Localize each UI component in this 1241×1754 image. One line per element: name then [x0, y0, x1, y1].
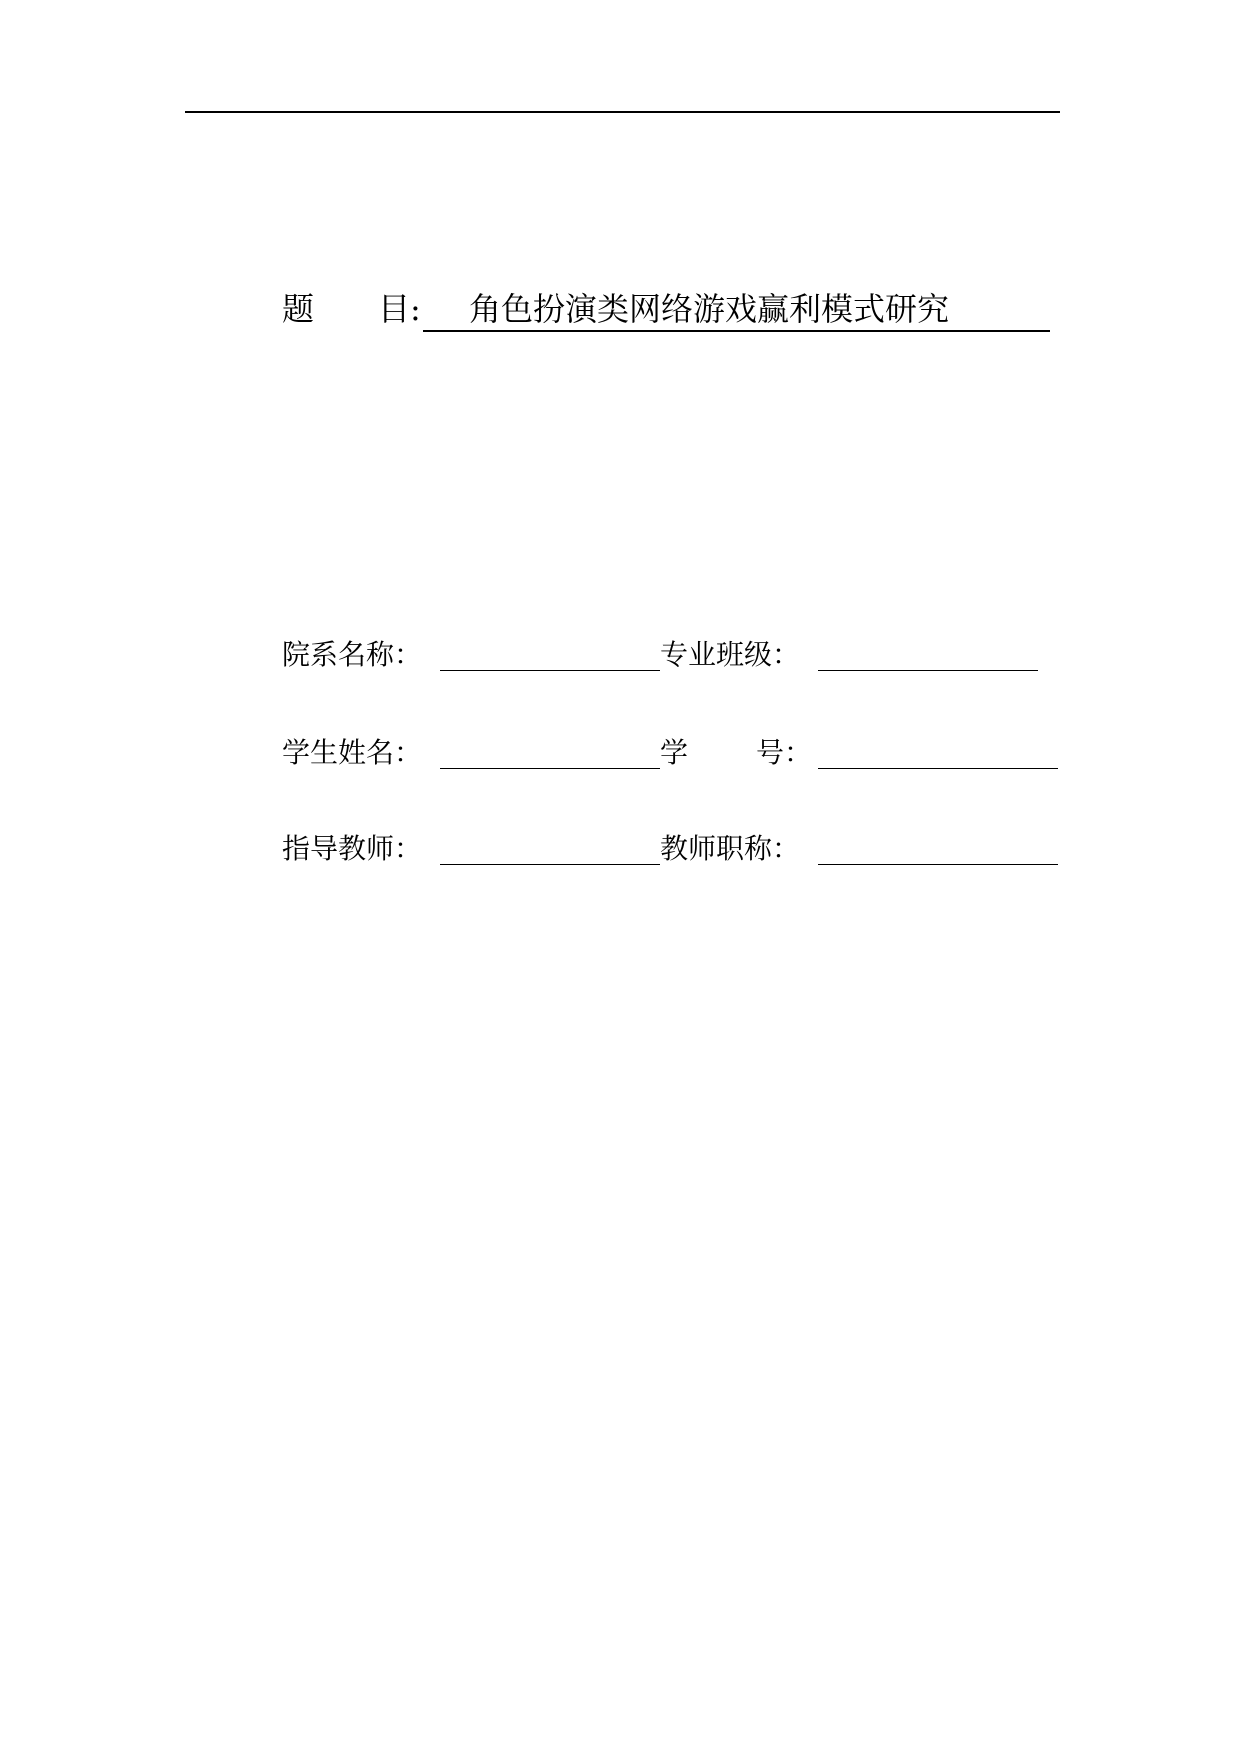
department-label: 院系名称：: [282, 638, 423, 671]
advisor-title-field[interactable]: [818, 864, 1058, 865]
header-rule: [185, 111, 1060, 113]
student-info-row: [282, 730, 1062, 776]
title-label-colon: :: [410, 290, 421, 328]
major-class-label: 专业班级：: [660, 638, 801, 671]
thesis-title-field[interactable]: [423, 286, 1050, 332]
thesis-title-value: 角色扮演类网络游戏赢利模式研究: [469, 290, 950, 328]
thesis-title-row: [282, 286, 1062, 332]
advisor-title-label: 教师职称：: [660, 832, 801, 865]
department-field[interactable]: [440, 670, 660, 671]
student-name-field[interactable]: [440, 768, 660, 769]
student-id-field[interactable]: [818, 768, 1058, 769]
advisor-field[interactable]: [440, 864, 660, 865]
student-id-label-char: 号：: [756, 736, 813, 769]
title-label-char: 目: [378, 290, 411, 328]
student-name-label: 学生姓名：: [282, 736, 423, 769]
title-label-char: 题: [282, 290, 315, 328]
department-major-row: [282, 632, 1062, 678]
advisor-label: 指导教师：: [282, 832, 423, 865]
advisor-row: [282, 826, 1062, 872]
student-id-label-char: 学: [660, 736, 689, 769]
major-class-field[interactable]: [818, 670, 1038, 671]
